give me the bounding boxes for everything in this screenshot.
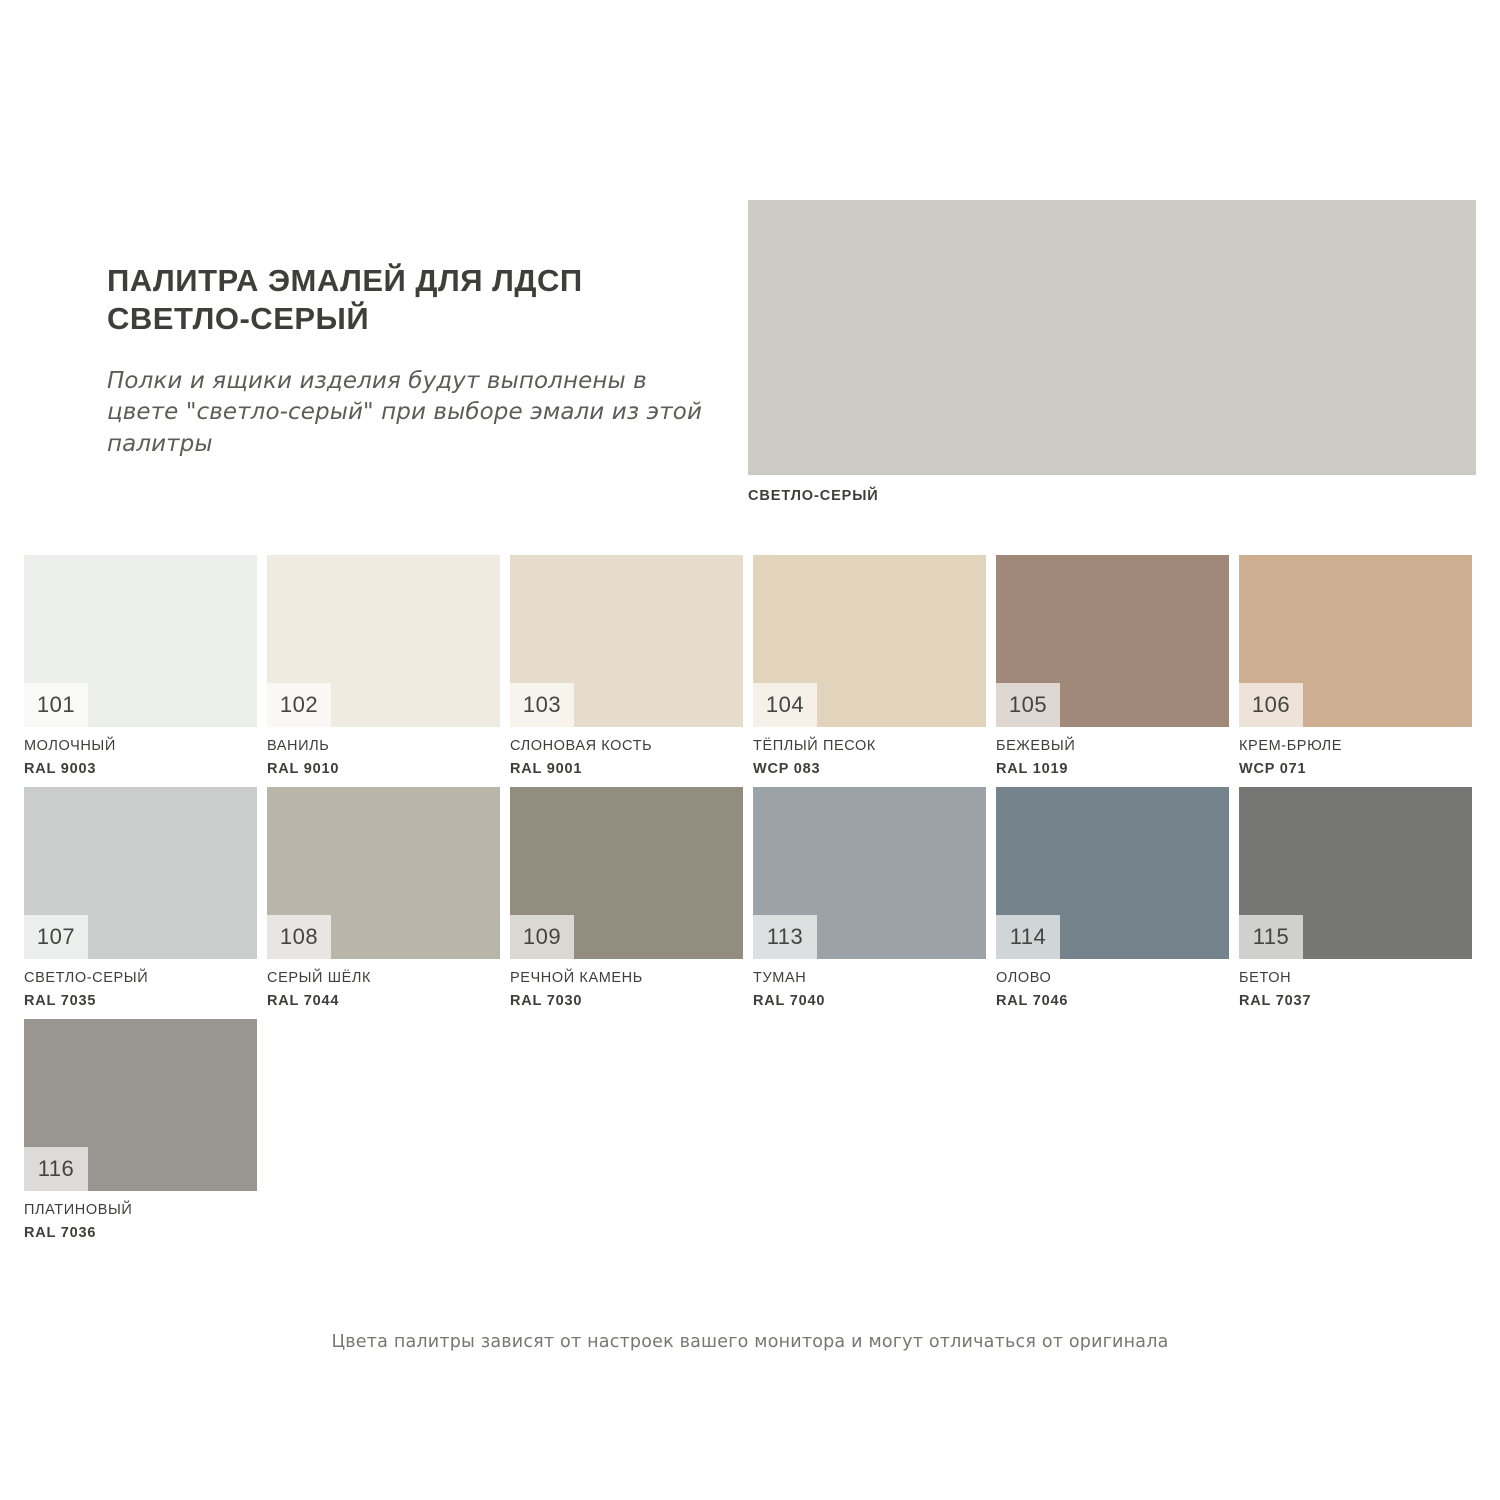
swatch-code: WCP 071: [1239, 761, 1307, 777]
swatch-color[interactable]: [996, 555, 1229, 727]
swatch-code: RAL 1019: [996, 761, 1069, 777]
swatch-cell[interactable]: [510, 787, 743, 1009]
swatch-cell[interactable]: [753, 787, 986, 1009]
swatch-name: МОЛОЧНЫЙ: [24, 738, 116, 754]
swatch-name: ВАНИЛЬ: [267, 738, 330, 754]
swatch-number: 103: [510, 683, 574, 727]
swatch-name: СЛОНОВАЯ КОСТЬ: [510, 738, 653, 754]
swatch-cell[interactable]: [267, 787, 500, 1009]
swatch-grid: [24, 555, 1476, 1251]
swatch-name: ПЛАТИНОВЫЙ: [24, 1202, 133, 1218]
swatch-number: 108: [267, 915, 331, 959]
disclaimer-note: Цвета палитры зависят от настроек вашего монитора и могут отличаться от оригинала: [331, 1332, 1169, 1352]
page-subtitle: Полки и ящики изделия будут выполнены в цвете "светло-серый" при выборе эмали из этой палитры: [107, 367, 702, 458]
swatch-cell[interactable]: [753, 555, 986, 777]
swatch-color[interactable]: [510, 555, 743, 727]
swatch-name: БЕТОН: [1239, 970, 1292, 986]
hero-color-swatch: [748, 200, 1476, 475]
swatch-color[interactable]: [24, 1019, 257, 1191]
swatch-number: 107: [24, 915, 88, 959]
swatch-cell[interactable]: [1239, 787, 1472, 1009]
swatch-cell[interactable]: [24, 787, 257, 1009]
page-title: ПАЛИТРА ЭМАЛЕЙ ДЛЯ ЛДСП СВЕТЛО-СЕРЫЙ: [107, 263, 583, 336]
swatch-cell[interactable]: [1239, 555, 1472, 777]
swatch-number: 116: [24, 1147, 88, 1191]
swatch-cell[interactable]: [996, 787, 1229, 1009]
swatch-name: РЕЧНОЙ КАМЕНЬ: [510, 970, 643, 986]
swatch-color[interactable]: [24, 787, 257, 959]
swatch-name: ОЛОВО: [996, 970, 1052, 986]
swatch-cell[interactable]: [24, 555, 257, 777]
swatch-number: 114: [996, 915, 1060, 959]
swatch-color[interactable]: [267, 787, 500, 959]
swatch-number: 102: [267, 683, 331, 727]
swatch-name: ТЁПЛЫЙ ПЕСОК: [753, 738, 876, 754]
swatch-name: КРЕМ-БРЮЛЕ: [1239, 738, 1343, 754]
swatch-color[interactable]: [24, 555, 257, 727]
swatch-number: 113: [753, 915, 817, 959]
swatch-number: 104: [753, 683, 817, 727]
swatch-cell[interactable]: [510, 555, 743, 777]
swatch-code: RAL 9003: [24, 761, 97, 777]
swatch-color[interactable]: [1239, 787, 1472, 959]
swatch-code: RAL 9010: [267, 761, 340, 777]
swatch-name: БЕЖЕВЫЙ: [996, 738, 1076, 754]
swatch-code: RAL 7046: [996, 993, 1069, 1009]
swatch-code: RAL 7037: [1239, 993, 1312, 1009]
swatch-code: RAL 7040: [753, 993, 826, 1009]
swatch-color[interactable]: [996, 787, 1229, 959]
swatch-color[interactable]: [510, 787, 743, 959]
swatch-number: 101: [24, 683, 88, 727]
swatch-cell[interactable]: [267, 555, 500, 777]
swatch-color[interactable]: [753, 555, 986, 727]
swatch-code: RAL 7035: [24, 993, 97, 1009]
swatch-code: RAL 7036: [24, 1225, 97, 1241]
swatch-color[interactable]: [267, 555, 500, 727]
swatch-name: СВЕТЛО-СЕРЫЙ: [24, 970, 149, 986]
swatch-code: RAL 7030: [510, 993, 583, 1009]
swatch-code: WCP 083: [753, 761, 821, 777]
swatch-name: СЕРЫЙ ШЁЛК: [267, 970, 372, 986]
palette-header: [107, 262, 707, 461]
swatch-color[interactable]: [753, 787, 986, 959]
swatch-number: 109: [510, 915, 574, 959]
swatch-number: 105: [996, 683, 1060, 727]
hero-color-label: СВЕТЛО-СЕРЫЙ: [748, 488, 879, 504]
swatch-code: RAL 9001: [510, 761, 583, 777]
swatch-color[interactable]: [1239, 555, 1472, 727]
swatch-name: ТУМАН: [753, 970, 807, 986]
swatch-number: 106: [1239, 683, 1303, 727]
swatch-cell[interactable]: [996, 555, 1229, 777]
swatch-code: RAL 7044: [267, 993, 340, 1009]
swatch-cell[interactable]: [24, 1019, 257, 1241]
swatch-number: 115: [1239, 915, 1303, 959]
